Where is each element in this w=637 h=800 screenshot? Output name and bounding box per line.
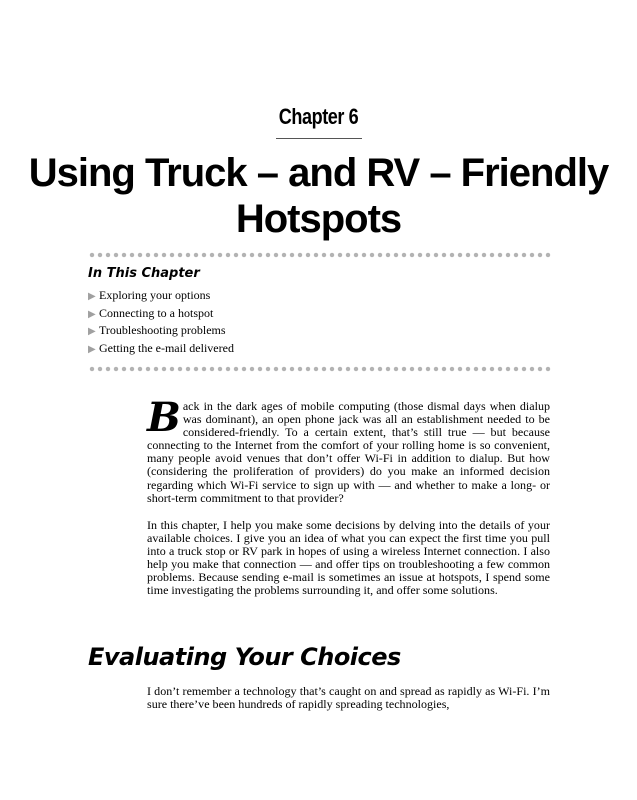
drop-cap: B: [147, 394, 181, 441]
chapter-title-line2: Hotspots: [235, 197, 402, 241]
list-item: ▶ Connecting to a hotspot: [88, 305, 234, 323]
arrow-bullet-icon: ▶: [88, 291, 96, 302]
arrow-bullet-icon: ▶: [88, 326, 96, 338]
chapter-title: [0, 150, 637, 242]
intro-paragraph-2: In this chapter, I help you make some decisions by delving into the details of your available choices. I give you an idea of what you can expect the first time you pull into a truck stop or RV park in hopes of using a wireless Internet connection. I also help you make that connection — and offer tips on troubleshooting a few common problems. Because sending e-mail is sometimes an issue at hotspots, I spend some time investigating the problems surrounding it, and offer some solutions.: [147, 518, 550, 598]
dotted-divider-bottom: [88, 366, 552, 372]
list-item: ▶ Exploring your options: [88, 287, 234, 305]
in-this-chapter-heading: In This Chapter: [88, 266, 200, 281]
intro-paragraph-1: [147, 394, 550, 505]
list-item: ▶ Troubleshooting problems: [88, 322, 234, 340]
chapter-label: Chapter 6: [278, 104, 359, 129]
arrow-bullet-icon: ▶: [88, 344, 96, 356]
list-item: ▶ Getting the e-mail delivered: [88, 340, 234, 358]
section-paragraph-1: I don’t remember a technology that’s caught on and spread as rapidly as Wi-Fi. I’m sure there’ve been hundreds of rapidly spreading technologies,: [147, 684, 550, 712]
chapter-rule: [276, 138, 362, 139]
arrow-bullet-icon: ▶: [88, 308, 96, 320]
section-heading: Evaluating Your Choices: [88, 643, 401, 671]
intro-paragraph-1-text: ack in the dark ages of mobile computing (those dismal days when dialup was dominant), an open phone jack was all an establishment needed to be considered-friendly. To a certain extent, that’s still true — but because connecting to the Internet from the comfort of your rolling home is so convenient, many people avoid venues that don’t offer Wi-Fi in addition to dialup. But how (considering the proliferation of providers) do you make an informed decision regarding which Wi-Fi service to sign up with — and whether to make a long- or short-term commitment to that provider?: [147, 399, 550, 505]
dotted-divider-top: [88, 252, 552, 258]
chapter-topics-list: [88, 287, 234, 358]
chapter-title-line1: Using Truck – and RV – Friendly: [28, 151, 609, 195]
